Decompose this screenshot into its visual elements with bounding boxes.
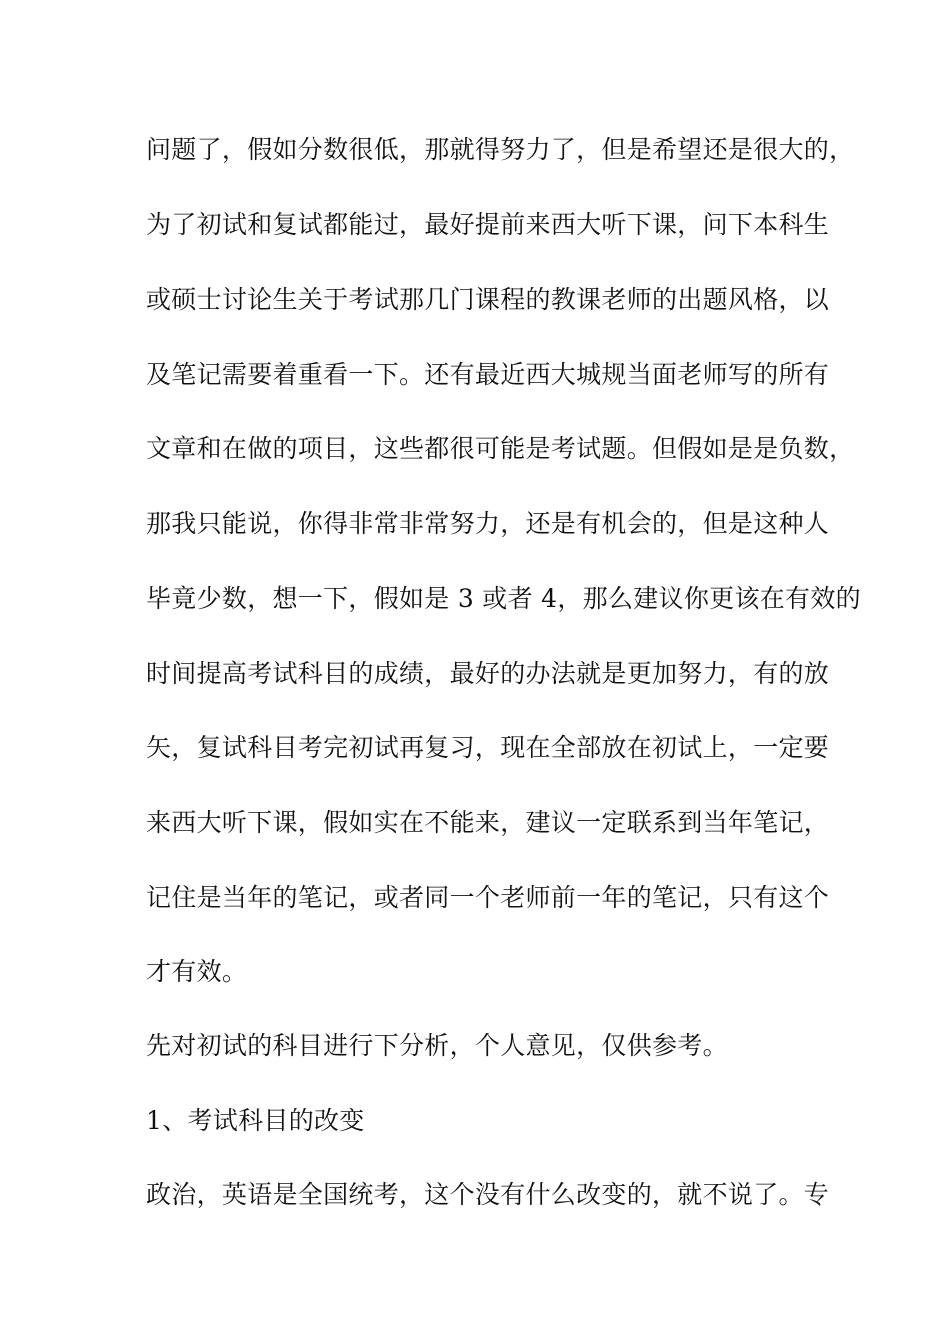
section-heading: 1、考试科目的改变 <box>146 1106 365 1135</box>
paragraph-line: 文章和在做的项目，这些都很可能是考试题。但假如是是负数， <box>146 434 855 463</box>
paragraph-line: 那我只能说，你得非常非常努力，还是有机会的，但是这种人 <box>146 509 830 538</box>
paragraph-line: 政治，英语是全国统考，这个没有什么改变的，就不说了。专 <box>146 1180 830 1209</box>
paragraph-line: 才有效。 <box>146 957 248 986</box>
paragraph-line: 为了初试和复试都能过，最好提前来西大听下课，问下本科生 <box>146 210 830 239</box>
paragraph-intro: 先对初试的科目进行下分析，个人意见，仅供参考。 <box>146 1031 728 1060</box>
paragraph-line: 时间提高考试科目的成绩，最好的办法就是更加努力，有的放 <box>146 659 830 688</box>
paragraph-line: 或硕士讨论生关于考试那几门课程的教课老师的出题风格，以 <box>146 285 830 314</box>
paragraph-line: 及笔记需要着重看一下。还有最近西大城规当面老师写的所有 <box>146 360 830 389</box>
paragraph-line: 矢，复试科目考完初试再复习，现在全部放在初试上，一定要 <box>146 733 830 762</box>
paragraph-line: 毕竟少数，想一下，假如是 3 或者 4，那么建议你更该在有效的 <box>146 584 861 613</box>
paragraph-line: 来西大听下课，假如实在不能来，建议一定联系到当年笔记， <box>146 808 830 837</box>
paragraph-line: 记住是当年的笔记，或者同一个老师前一年的笔记，只有这个 <box>146 883 830 912</box>
paragraph-line: 问题了，假如分数很低，那就得努力了，但是希望还是很大的， <box>146 135 855 164</box>
